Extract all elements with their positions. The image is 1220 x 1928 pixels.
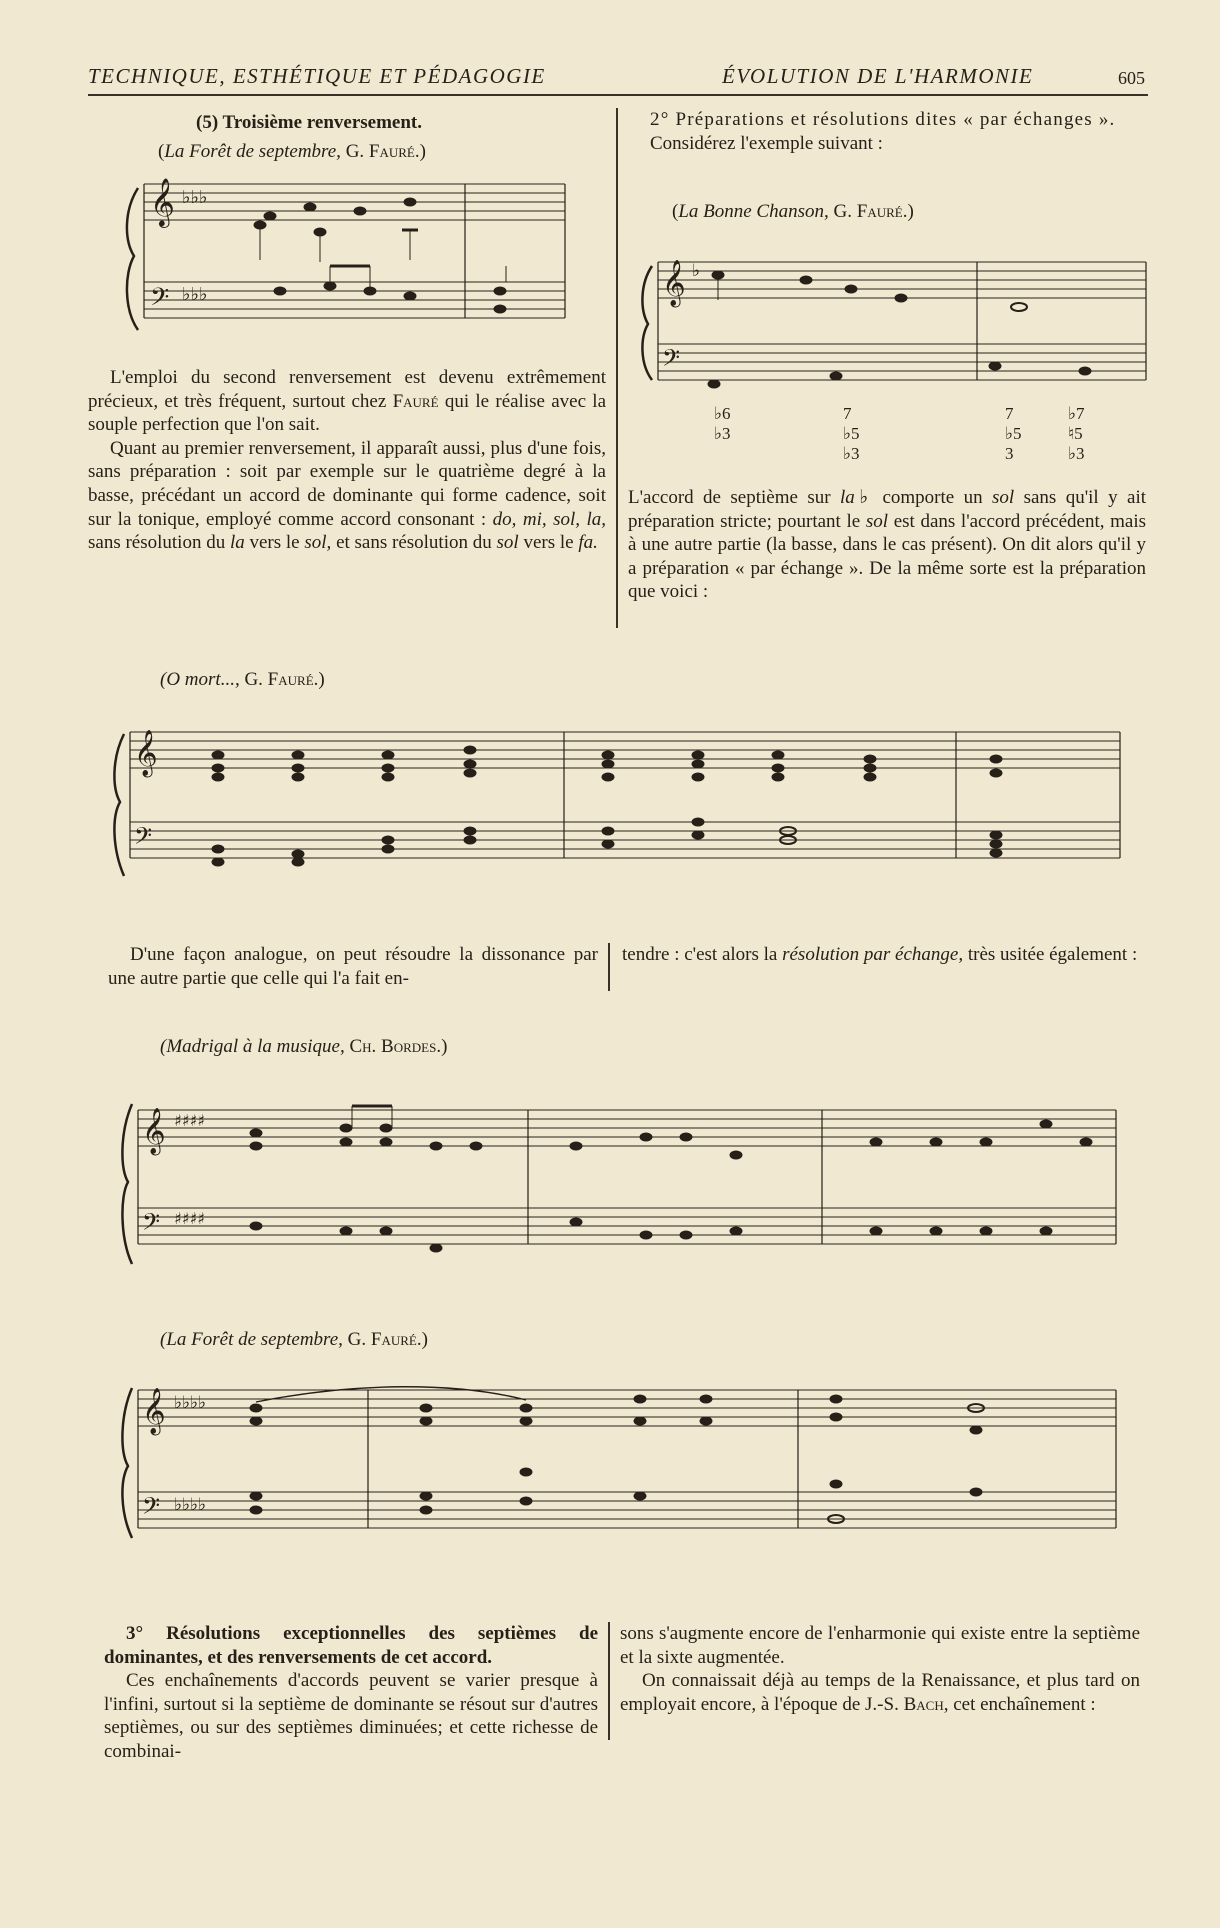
svg-text:♯♯♯♯: ♯♯♯♯ [174,1209,205,1228]
middle-text-right: tendre : c'est alors la résolution par échange, très usitée également : [622,944,1138,965]
figured-bass-3: 7 ♭5 3 [1005,404,1022,463]
bottom-left-text: 3° Résolutions exceptionnelles des septièmes de dominantes, et des renversements de cet accord. Ces enchaînements d'accords peuvent se varier presque à l'infini, surtout si la septième de dominante se résout sur d'autres septièmes, ou sur des septièmes diminuées; et cette richesse de combinai- [104,1623,599,1762]
treble-chords [212,746,1002,781]
svg-text:𝄞: 𝄞 [142,1108,166,1154]
svg-text:♭: ♭ [692,261,701,281]
bass-chords [212,818,1002,866]
section-heading-5: (5) Troisième renversement. [196,112,422,133]
running-head-left: TECHNIQUE, ESTHÉTIQUE ET PÉDAGOGIE [88,64,546,88]
svg-text:♭♭♭: ♭♭♭ [182,187,208,208]
bottom-divider [608,1622,610,1740]
svg-text:𝄢: 𝄢 [134,822,153,855]
svg-text:𝄞: 𝄞 [134,730,158,776]
middle-divider [608,943,610,991]
music-example-o-mort [108,718,1128,908]
music-example-foret-2 [116,1372,1126,1552]
bottom-right-text: sons s'augmente encore de l'enharmonie qui existe entre la septième et la sixte augmentée. On connaissait déjà au temps de la Renaissance, et plus tard on employait encore, à l'époque de J.-S. Bach, cet enchaînement : [620,1623,1140,1715]
svg-text:𝄢: 𝄢 [142,1208,161,1241]
svg-text:♭♭♭♭: ♭♭♭♭ [174,1495,207,1515]
right-column-heading: 2° Préparations et résolutions dites « par échanges ». Considérez l'exemple suivant : [650,109,1116,154]
running-head-right: ÉVOLUTION DE L'HARMONIE [722,64,1034,88]
source-caption-o-mort: (O mort..., G. Fauré.) [160,669,325,690]
header-rule [88,94,1148,96]
left-column-text: L'emploi du second renversement est devenu extrêmement précieux, et très fréquent, surtout chez Fauré qui le réalise avec la souple perfection que l'on sait. Quant au premier renversement, il apparaît aussi, plus d'une fois, sans préparation : soit par exemple sur le quatrième degré à la basse, précédant un accord de dominante qui forme cadence, soit sur la tonique, employé comme accord consonant : do, mi, sol, la, sans résolution du la vers le sol, et sans résolution du sol vers le fa. [88,367,607,554]
figured-bass-4: ♭7 ♮5 ♭3 [1068,404,1085,463]
figured-bass-1: ♭6 ♭3 [714,404,731,443]
svg-text:𝄞: 𝄞 [142,1388,166,1434]
music-example-foret-1 [120,170,570,350]
source-caption-madrigal: (Madrigal à la musique, Ch. Bordes.) [160,1036,448,1057]
svg-text:𝄢: 𝄢 [142,1492,161,1525]
page-number: 605 [1118,68,1145,88]
svg-text:♯♯♯♯: ♯♯♯♯ [174,1111,205,1130]
right-column-text: L'accord de septième sur la♭ comporte un sol sans qu'il y ait préparation stricte; pourtant le sol est dans l'accord précédent, mais à une autre partie (la basse, dans le cas présent). On dit alors qu'il y a préparation « par échange ». De la même sorte est la préparation que voici : [628,487,1147,603]
music-example-bonne-chanson [636,240,1148,400]
svg-text:♭♭♭♭: ♭♭♭♭ [174,1393,207,1413]
svg-text:𝄢: 𝄢 [150,283,170,318]
source-caption-foret: (La Forêt de septembre, G. Fauré.) [160,1329,428,1350]
svg-text:𝄢: 𝄢 [662,344,681,377]
music-example-madrigal [116,1088,1126,1288]
svg-text:𝄞: 𝄞 [662,260,686,306]
svg-text:𝄞: 𝄞 [150,177,175,226]
source-caption: (La Forêt de septembre, G. Fauré.) [158,141,426,162]
svg-text:♭♭♭: ♭♭♭ [182,284,208,305]
figured-bass-2: 7 ♭5 ♭3 [843,404,860,463]
column-divider [616,108,618,628]
middle-text-left: D'une façon analogue, on peut résoudre la dissonance par une autre partie que celle qui l'a fait en- [108,944,598,989]
source-caption-bonne-chanson: (La Bonne Chanson, G. Fauré.) [672,201,914,222]
